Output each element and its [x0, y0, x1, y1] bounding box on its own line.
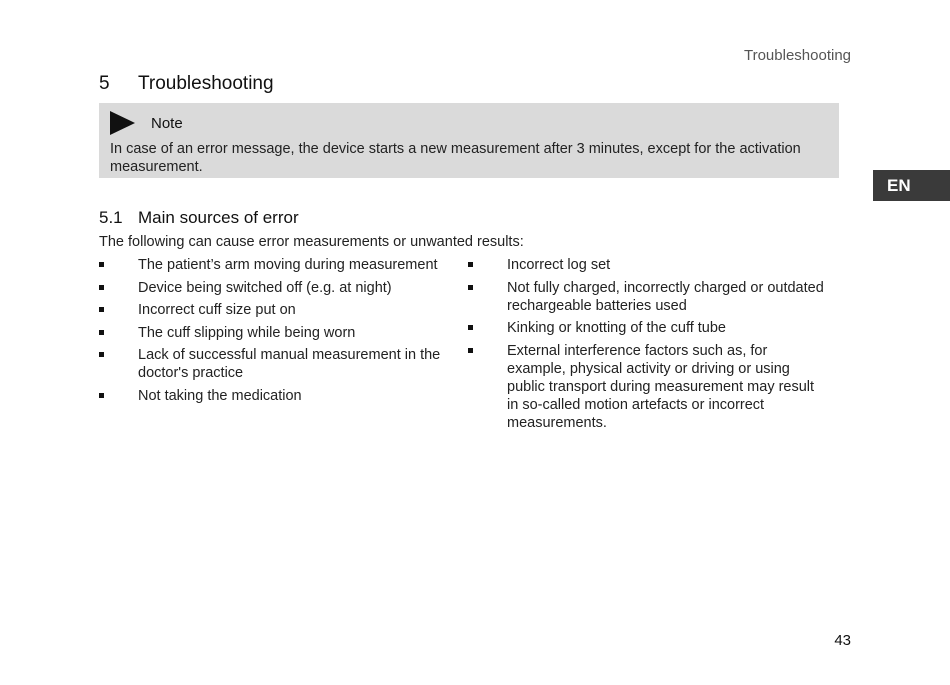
- list-item: [468, 319, 828, 337]
- bullet-icon: [99, 330, 104, 335]
- note-title: Note: [151, 114, 183, 132]
- list-item-text: Not taking the medication: [138, 387, 302, 404]
- bullet-icon: [468, 325, 473, 330]
- list-item-text: Not fully charged, incorrectly charged or outdated rechargeable batteries used: [507, 279, 824, 314]
- bullet-icon: [99, 307, 104, 312]
- list-item-text: Incorrect cuff size put on: [138, 302, 296, 318]
- list-item: [468, 256, 828, 274]
- list-item: [99, 324, 464, 342]
- running-header: Troubleshooting: [743, 47, 851, 64]
- list-item: [468, 342, 828, 432]
- intro-text: The following can cause error measurements or unwanted results:: [99, 234, 524, 250]
- arrow-right-icon: [110, 111, 135, 135]
- bullet-icon: [99, 352, 104, 357]
- chapter-title: Troubleshooting: [138, 73, 274, 94]
- list-item-text: External interference factors such as, for example, physical activity or driving or using public transport during measurement may result in so-called motion artefacts or incorrect measurements.: [507, 342, 815, 431]
- list-item-text: The patient’s arm moving during measurement: [138, 257, 438, 273]
- bullet-icon: [99, 262, 104, 267]
- list-item: [99, 279, 464, 297]
- note-text: In case of an error message, the device starts a new measurement after 3 minutes, except for the activation measurement.: [110, 141, 801, 175]
- note-header: [110, 110, 828, 136]
- list-item: [468, 279, 828, 315]
- language-tab: EN: [873, 170, 950, 201]
- bullet-icon: [468, 262, 473, 267]
- section-number: 5.1: [99, 208, 123, 227]
- page-number: 43: [834, 632, 851, 649]
- list-item: [99, 387, 464, 405]
- chapter-number: 5: [99, 73, 110, 94]
- right-bullet-list: [468, 256, 828, 436]
- list-item: [99, 346, 464, 382]
- list-item-text: The cuff slipping while being worn: [138, 324, 356, 341]
- list-item-text: Lack of successful manual measurement in the doctor's practice: [138, 347, 441, 381]
- list-item-text: Device being switched off (e.g. at night): [138, 279, 392, 296]
- chapter-heading: [99, 73, 274, 95]
- list-item: [99, 301, 464, 319]
- note-box: [99, 103, 839, 178]
- section-title: Main sources of error: [138, 208, 299, 227]
- list-item: [99, 256, 464, 274]
- bullet-icon: [468, 285, 473, 290]
- list-item-text: Kinking or knotting of the cuff tube: [507, 320, 726, 336]
- left-bullet-list: [99, 256, 464, 409]
- bullet-icon: [468, 348, 473, 353]
- bullet-icon: [99, 393, 104, 398]
- section-heading: [99, 208, 299, 228]
- list-item-text: Incorrect log set: [507, 257, 611, 273]
- bullet-icon: [99, 285, 104, 290]
